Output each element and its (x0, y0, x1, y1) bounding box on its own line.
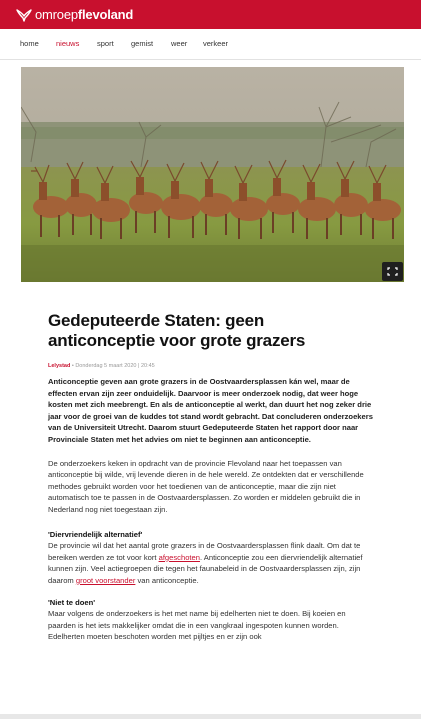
link-afgeschoten[interactable]: afgeschoten (158, 552, 200, 562)
article-paragraph: De provincie wil dat het aantal grote grazers in de Oostvaardersplassen flink daalt. Om dat te bereiken werden ze tot voor kort afgeschoten. Anticonceptie zou een diervriendelijk alternatief kunnen zijn. Veel actiegroepen die tegen het faunabeleid in de Oostvaardersplassen zijn, zijn daarom groot voorstander van anticonceptie. (48, 541, 363, 585)
site-logo[interactable] (16, 6, 133, 23)
article-subheading: 'Niet te doen' (48, 597, 96, 607)
fullscreen-button[interactable] (382, 262, 403, 281)
nav-item-nieuws[interactable]: nieuws (56, 39, 80, 48)
nav-item-verkeer[interactable]: verkeer (203, 39, 229, 48)
hero-image (21, 67, 404, 282)
nav-item-gemist[interactable]: gemist (131, 39, 154, 48)
logo-text: omroepflevoland (35, 7, 134, 22)
article-paragraph: De onderzoekers keken in opdracht van de provincie Flevoland naar het toepassen van anticonceptie bij wilde, vrij levende dieren in de hele wereld. Ze ontdekten dat er verschillende methodes gebruikt worden voor het toedienen van de anticonceptie, maar die zijn niet automatisch toe te passen in de Oostvaardersplassen. Zo worden er middelen gebruikt die in Nederland nog niet toegestaan zijn. (48, 458, 364, 514)
article-subheading: 'Diervriendelijk alternatief' (48, 529, 143, 539)
article-meta (48, 362, 373, 370)
article-title: Gedeputeerde Staten: geen anticonceptie voor grote grazers (48, 311, 306, 350)
article-paragraph: Maar volgens de onderzoekers is het met name bij edelherten niet te doen. Bij koeien en paarden is het iets makkelijker omdat die in een vangkraal ingespoten kunnen worden. Edelherten moeten beschoten worden met pijltjes en er zijn ook (48, 609, 346, 642)
deer-herd-photo (21, 67, 404, 282)
bottom-edge (0, 714, 421, 719)
link-groot-voorstander[interactable]: groot voorstander (75, 575, 136, 585)
article (48, 311, 373, 643)
meta-separator: • (70, 363, 76, 369)
bird-logo-icon (16, 7, 32, 23)
article-lead: Anticonceptie geven aan grote grazers in de Oostvaardersplassen kán wel, maar de effecten ervan zijn zeer onduidelijk. Daarvoor is meer onderzoek nodig, dat weer hoge kosten met zich meebrengt. En als de anticonceptie al werkt, dan duurt het nog zeker drie jaar voor de groei van de kuddes tot stand wordt gebracht. Dat concluderen onderzoekers van de Universiteit Utrecht. Daarom stuurt Gedeputeerde Staten het rapport door naar Provinciale Staten met het advies om niet te beginnen aan anticonceptie. (48, 377, 373, 444)
main-nav (0, 29, 421, 60)
nav-item-sport[interactable]: sport (97, 39, 114, 48)
nav-item-home[interactable]: home (20, 39, 39, 48)
article-date: Donderdag 5 maart 2020 | 20:45 (75, 363, 155, 369)
article-location[interactable]: Lelystad (48, 363, 71, 369)
site-header (0, 0, 421, 29)
nav-item-weer[interactable]: weer (171, 39, 188, 48)
fullscreen-icon (382, 262, 403, 281)
